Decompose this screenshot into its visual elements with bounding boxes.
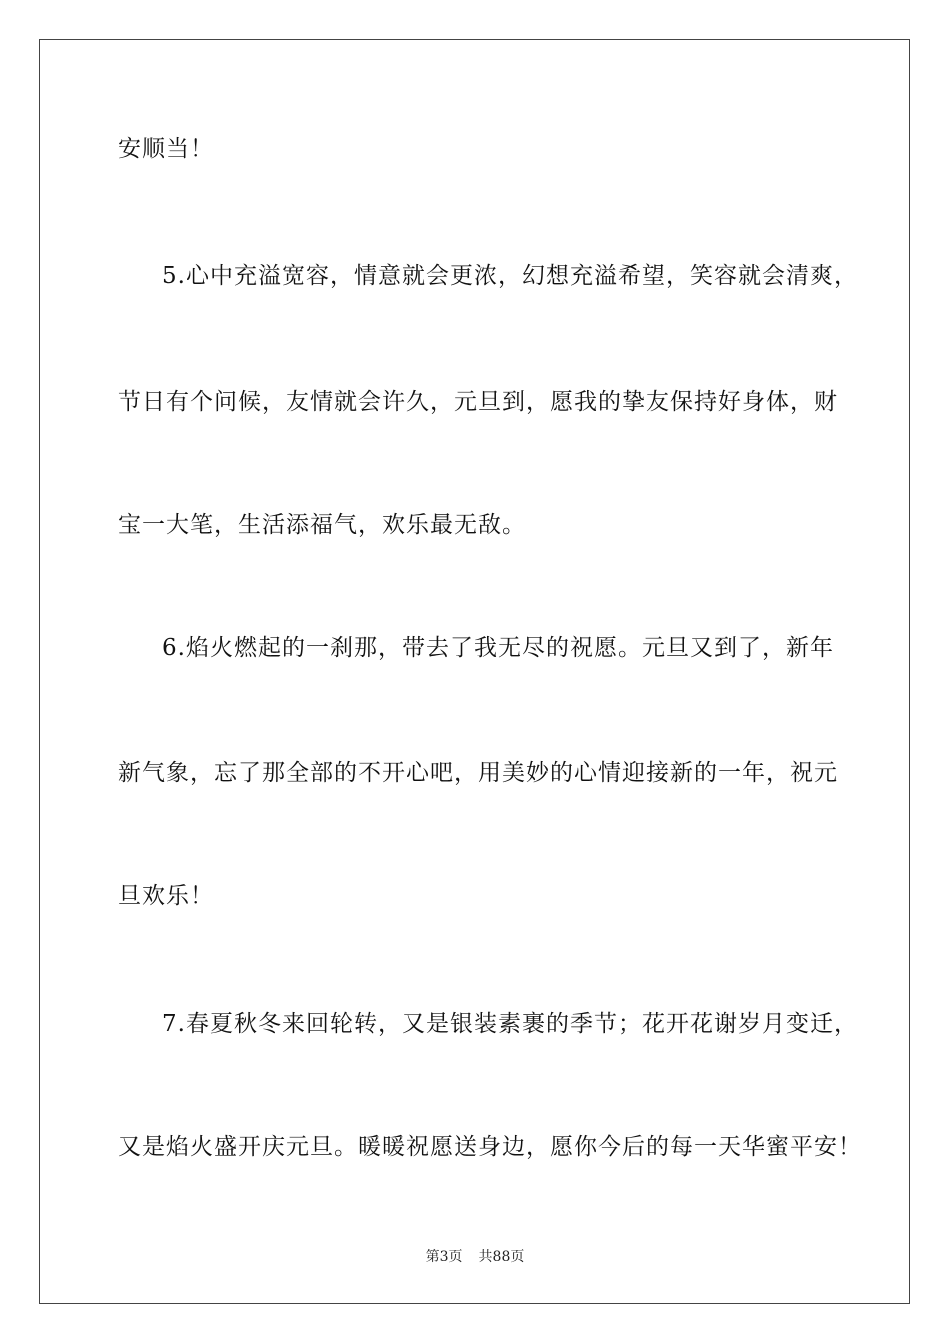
paragraph-line: 宝一大笔，生活添福气，欢乐最无敌。 — [118, 512, 526, 538]
paragraph-line: 7.春夏秋冬来回轮转，又是银装素裹的季节；花开花谢岁月变迁， — [162, 1011, 858, 1037]
page-number: 第3页 — [425, 1249, 463, 1265]
paragraph-line: 又是焰火盛开庆元旦。暖暖祝愿送身边，愿你今后的每一天华蜜平安！ — [118, 1134, 862, 1160]
page-border — [39, 39, 910, 1304]
paragraph-line: 安顺当！ — [118, 136, 214, 162]
paragraph-line: 5.心中充溢宽容，情意就会更浓，幻想充溢希望，笑容就会清爽， — [162, 263, 858, 289]
page-footer — [0, 1247, 950, 1267]
paragraph-line: 节日有个问候，友情就会许久，元旦到，愿我的挚友保持好身体，财 — [118, 389, 838, 415]
paragraph-line: 旦欢乐！ — [118, 883, 214, 909]
paragraph-line: 新气象，忘了那全部的不开心吧，用美妙的心情迎接新的一年，祝元 — [118, 760, 838, 786]
page-total: 共88页 — [478, 1249, 525, 1265]
paragraph-line: 6.焰火燃起的一刹那，带去了我无尽的祝愿。元旦又到了，新年 — [162, 635, 834, 661]
